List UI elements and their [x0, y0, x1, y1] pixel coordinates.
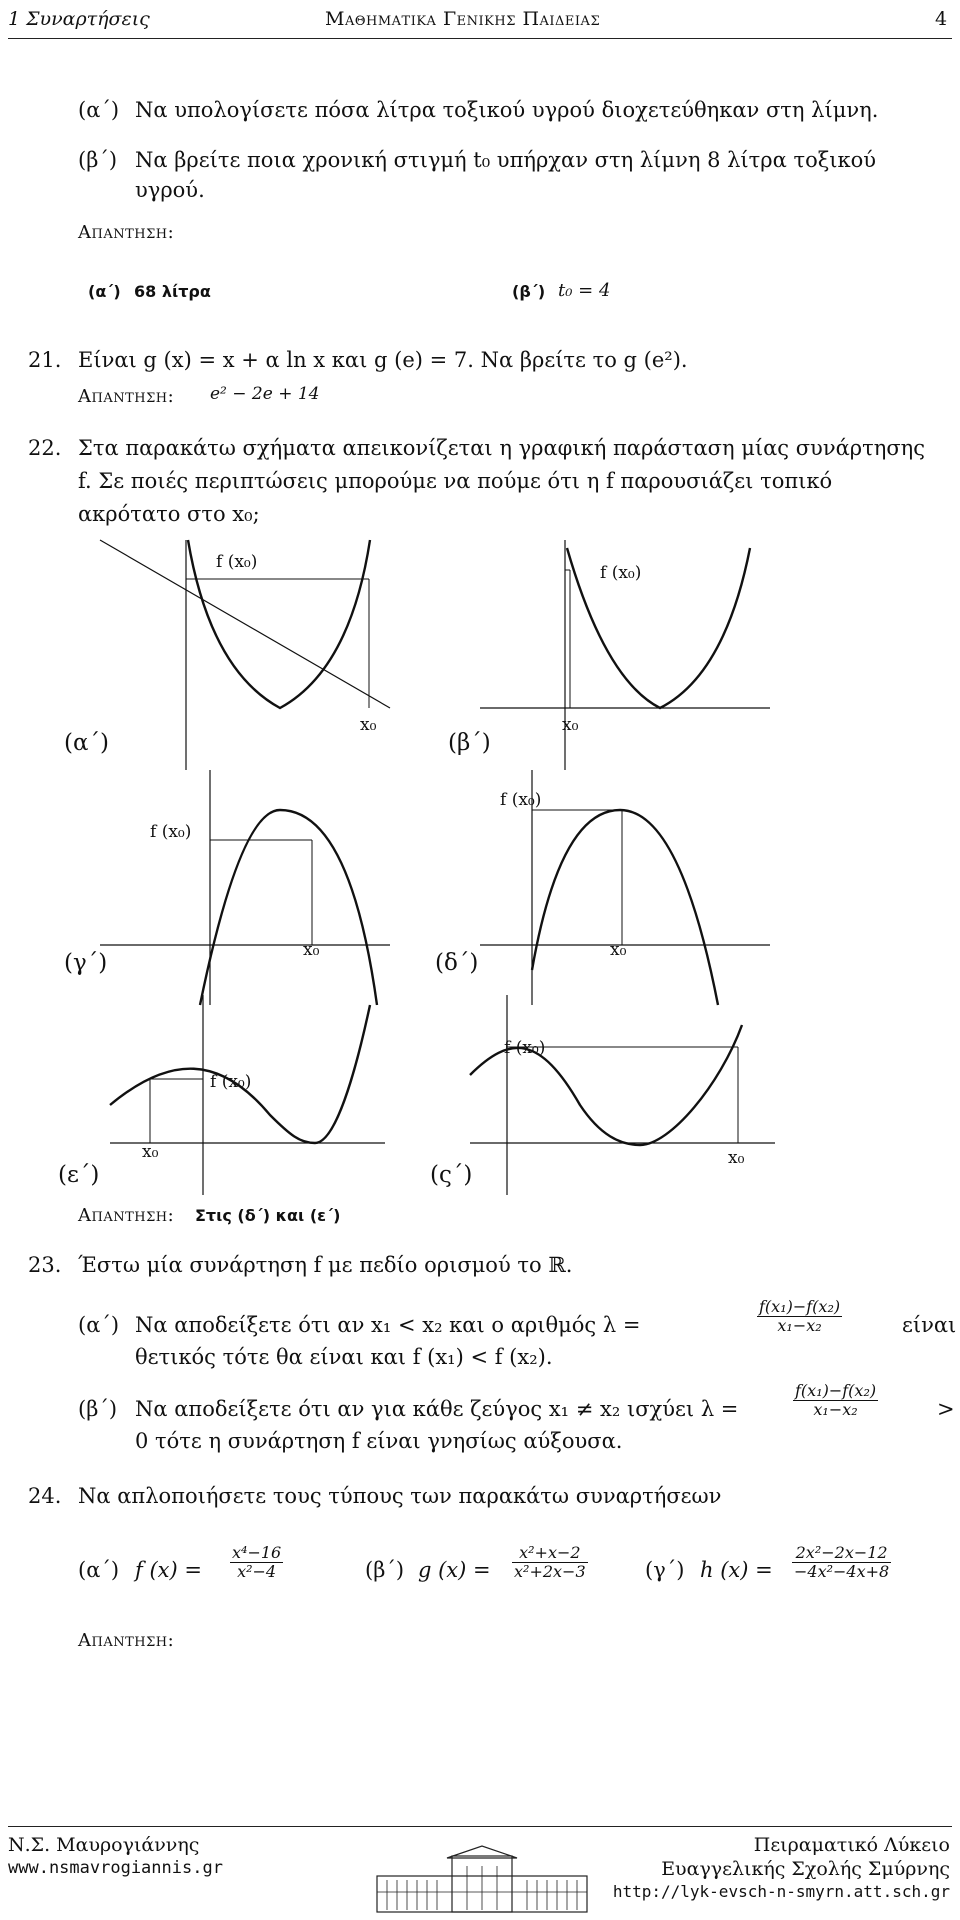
q21-text: Είναι g (x) = x + α ln x και g (e) = 7. Να βρείτε το g (e²). — [78, 348, 688, 372]
figure-c — [70, 770, 390, 1005]
q24-c-label: (γ΄) — [645, 1558, 685, 1582]
q21-answer: e² − 2e + 14 — [210, 384, 320, 404]
q20-a-text: Να υπολογίσετε πόσα λίτρα τοξικού υγρού διοχετεύθηκαν στη λίμνη. — [135, 98, 879, 122]
school-building-image — [372, 1846, 592, 1916]
q23-intro: Έστω μία συνάρτηση f με πεδίο ορισμού το ℝ. — [78, 1253, 573, 1277]
figure-a-x0-label: x₀ — [360, 715, 377, 735]
q20-b-text-2: υγρού. — [135, 178, 205, 202]
figure-e — [110, 995, 390, 1195]
q24-c-lhs: h (x) = — [700, 1558, 773, 1582]
q20-ans-a: 68 λίτρα — [134, 282, 211, 301]
q23-a-fraction — [757, 1298, 842, 1335]
figure-a-label: (α΄) — [64, 730, 109, 756]
q24-answer-label: Απαντηση: — [78, 1630, 175, 1651]
q23-b-text-end: > — [937, 1397, 955, 1421]
q24-b-num: x²+x−2 — [512, 1544, 588, 1563]
q24-a-fraction — [230, 1544, 283, 1581]
page-number: 4 — [935, 8, 948, 30]
q22-answer-label: Απαντηση: — [78, 1205, 175, 1226]
footer-school-1: Πειραματικό Λύκειο — [753, 1834, 950, 1856]
q23-b-frac-den: x₁−x₂ — [813, 1400, 858, 1419]
figure-d-x0-label: x₀ — [610, 940, 627, 960]
figure-f-fx-label: f (x₀) — [504, 1038, 546, 1058]
figure-f-x0-label: x₀ — [728, 1148, 745, 1168]
q24-number: 24. — [28, 1484, 62, 1508]
q24-c-fraction — [792, 1544, 891, 1581]
footer-school-url[interactable]: http://lyk-evsch-n-smyrn.att.sch.gr — [612, 1882, 950, 1901]
q24-a-den: x²−4 — [237, 1562, 277, 1581]
q24-a-lhs: f (x) = — [135, 1558, 202, 1582]
footer-school-2: Ευαγγελικής Σχολής Σμύρνης — [661, 1858, 950, 1880]
q23-a-text-1: Να αποδείξετε ότι αν x₁ < x₂ και ο αριθμός λ = — [135, 1313, 641, 1337]
figure-b-curve — [567, 548, 750, 708]
q20-ans-b-label: (β΄) — [512, 282, 546, 301]
q20-b-label: (β΄) — [78, 148, 118, 172]
figure-c-x0-label: x₀ — [303, 940, 320, 960]
q23-b-text-2: 0 τότε η συνάρτηση f είναι γνησίως αύξουσα. — [135, 1429, 623, 1453]
figure-e-x0-label: x₀ — [142, 1142, 159, 1162]
q23-a-frac-den: x₁−x₂ — [777, 1316, 822, 1335]
q20-b-text-1: Να βρείτε ποια χρονική στιγμή t₀ υπήρχαν στη λίμνη 8 λίτρα τοξικού — [135, 148, 877, 172]
figure-d-curve — [532, 810, 718, 1005]
q23-b-frac-num: f(x₁)−f(x₂) — [795, 1381, 877, 1400]
q22-line-2: f. Σε ποιές περιπτώσεις μπορούμε να πούμε ότι η f παρουσιάζει τοπικό — [78, 469, 833, 493]
q24-intro: Να απλοποιήσετε τους τύπους των παρακάτω συναρτήσεων — [78, 1484, 722, 1508]
q21-number: 21. — [28, 348, 62, 372]
figure-d-fx-label: f (x₀) — [500, 790, 542, 810]
q24-c-den: −4x²−4x+8 — [794, 1562, 890, 1581]
footer-author: Ν.Σ. Μαυρογιάννης — [8, 1834, 200, 1856]
q23-a-frac-num: f(x₁)−f(x₂) — [759, 1297, 841, 1316]
q23-a-text-end: είναι — [902, 1313, 957, 1337]
q24-b-fraction — [512, 1544, 588, 1581]
figure-e-fx-label: f (x₀) — [210, 1072, 252, 1092]
q24-a-label: (α΄) — [78, 1558, 120, 1582]
figure-f — [470, 995, 780, 1195]
figure-b-fx-label: f (x₀) — [600, 563, 642, 583]
figure-f-label: (ς΄) — [430, 1162, 473, 1188]
figure-d-label: (δ΄) — [435, 950, 479, 976]
q23-number: 23. — [28, 1253, 62, 1277]
figure-b-x0-label: x₀ — [562, 715, 579, 735]
figure-b — [480, 540, 780, 770]
footer-site[interactable]: www.nsmavrogiannis.gr — [8, 1858, 223, 1878]
q24-b-lhs: g (x) = — [418, 1558, 491, 1582]
q22-number: 22. — [28, 436, 62, 460]
q22-line-3: ακρότατο στο x₀; — [78, 502, 260, 526]
footer-rule — [8, 1826, 952, 1827]
header-section: 1 Συναρτήσεις — [8, 8, 150, 30]
figure-d — [480, 770, 780, 1005]
q21-answer-label: Απαντηση: — [78, 386, 175, 407]
q23-b-fraction — [793, 1382, 878, 1419]
q24-c-num: 2x²−2x−12 — [792, 1544, 891, 1563]
header-rule — [8, 38, 952, 39]
header-title: Μαθηματικα Γενικης Παιδειας — [325, 8, 601, 30]
q24-b-label: (β΄) — [365, 1558, 405, 1582]
q22-line-1: Στα παρακάτω σχήματα απεικονίζεται η γραφική παράσταση μίας συνάρτησης — [78, 436, 925, 460]
q23-b-label: (β΄) — [78, 1397, 118, 1421]
figure-c-fx-label: f (x₀) — [150, 822, 192, 842]
q22-answer: Στις (δ΄) και (ε΄) — [195, 1206, 341, 1225]
q23-b-text-1: Να αποδείξετε ότι αν για κάθε ζεύγος x₁ ≠ x₂ ισχύει λ = — [135, 1397, 739, 1421]
q20-ans-a-label: (α΄) — [88, 282, 121, 301]
figure-b-label: (β΄) — [448, 730, 491, 756]
figure-a-fx-label: f (x₀) — [216, 552, 258, 572]
figure-c-curve — [200, 810, 377, 1005]
figure-a — [70, 540, 390, 770]
q24-b-den: x²+2x−3 — [514, 1562, 586, 1581]
q20-a-label: (α΄) — [78, 98, 120, 122]
q23-a-text-2: θετικός τότε θα είναι και f (x₁) < f (x₂). — [135, 1345, 553, 1369]
q24-a-num: x⁴−16 — [232, 1543, 282, 1562]
figure-e-label: (ε΄) — [58, 1162, 100, 1188]
q23-a-label: (α΄) — [78, 1313, 120, 1337]
q20-answer-label: Απαντηση: — [78, 222, 175, 243]
q20-ans-b: t₀ = 4 — [558, 280, 611, 301]
figure-c-label: (γ΄) — [64, 950, 108, 976]
